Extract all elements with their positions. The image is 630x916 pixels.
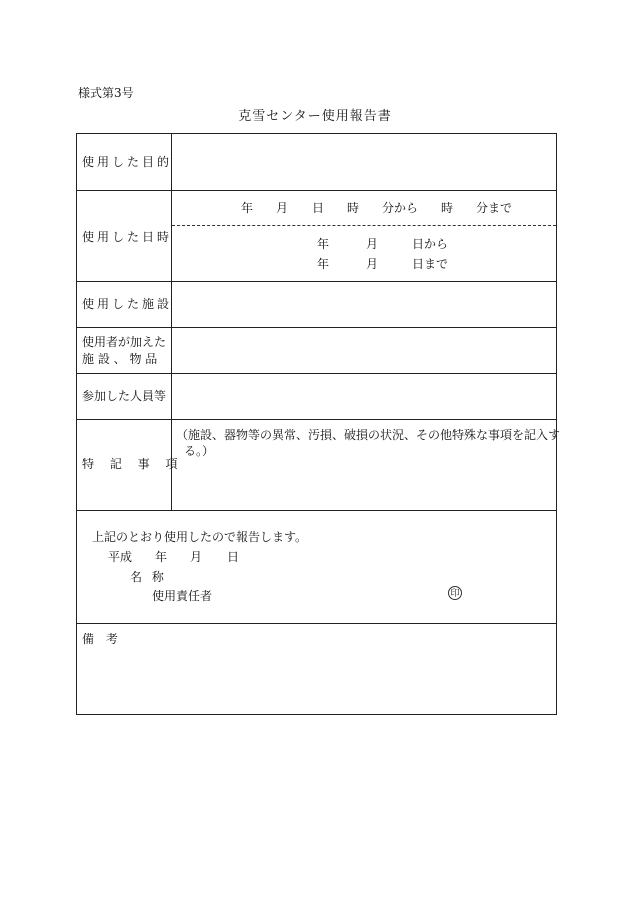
participants-label: 参加した人員等 <box>82 389 167 403</box>
range-year-to: 年 <box>317 257 330 271</box>
participants-field[interactable] <box>173 375 555 418</box>
report-table <box>76 133 557 715</box>
report-month: 月 <box>190 550 203 564</box>
row-divider <box>76 419 557 420</box>
time-min-to: 分まで <box>476 201 513 215</box>
remarks-note-line2: る。） <box>184 444 215 458</box>
datetime-label: 使用した日時 <box>82 230 173 244</box>
form-number: 様式第3号 <box>78 86 134 100</box>
row-divider <box>76 510 557 511</box>
time-min-from: 分から <box>382 201 419 215</box>
report-day: 日 <box>227 550 240 564</box>
purpose-label: 使用した目的 <box>82 155 173 169</box>
range-month-from: 月 <box>366 237 379 251</box>
time-day: 日 <box>312 201 325 215</box>
range-day-to: 日まで <box>412 257 449 271</box>
time-month: 月 <box>276 201 289 215</box>
notes-field[interactable] <box>78 650 555 712</box>
row-divider <box>76 281 557 282</box>
time-hour-to: 時 <box>441 201 454 215</box>
range-month-to: 月 <box>366 257 379 271</box>
row-divider <box>76 373 557 374</box>
facility-field[interactable] <box>173 283 555 326</box>
report-era: 平成 <box>108 550 133 564</box>
added-field[interactable] <box>173 329 555 372</box>
added-label-line1: 使用者が加えた <box>82 335 167 349</box>
notes-label: 備 考 <box>82 632 118 646</box>
range-day-from: 日から <box>412 237 449 251</box>
responsible-label: 使用責任者 <box>152 589 213 603</box>
remarks-note-line1: （施設、器物等の異常、汚損、破損の状況、その他特殊な事項を記入す <box>176 428 561 442</box>
facility-label: 使用した施設 <box>82 297 173 311</box>
time-year: 年 <box>241 201 254 215</box>
purpose-field[interactable] <box>173 135 555 189</box>
seal-stamp: 印 <box>448 586 462 600</box>
report-year: 年 <box>155 550 168 564</box>
added-label-line2: 施 設 、 物 品 <box>82 352 158 366</box>
range-year-from: 年 <box>317 237 330 251</box>
datetime-dashed-divider <box>172 225 556 226</box>
time-hour: 時 <box>347 201 360 215</box>
report-statement: 上記のとおり使用したので報告します。 <box>92 530 308 544</box>
row-divider <box>76 623 557 624</box>
row-divider <box>76 190 557 191</box>
row-divider <box>76 327 557 328</box>
name-label: 名 称 <box>130 570 164 584</box>
page-title: 克雪センター使用報告書 <box>238 109 392 124</box>
remarks-label: 特 記 事 項 <box>82 457 178 471</box>
